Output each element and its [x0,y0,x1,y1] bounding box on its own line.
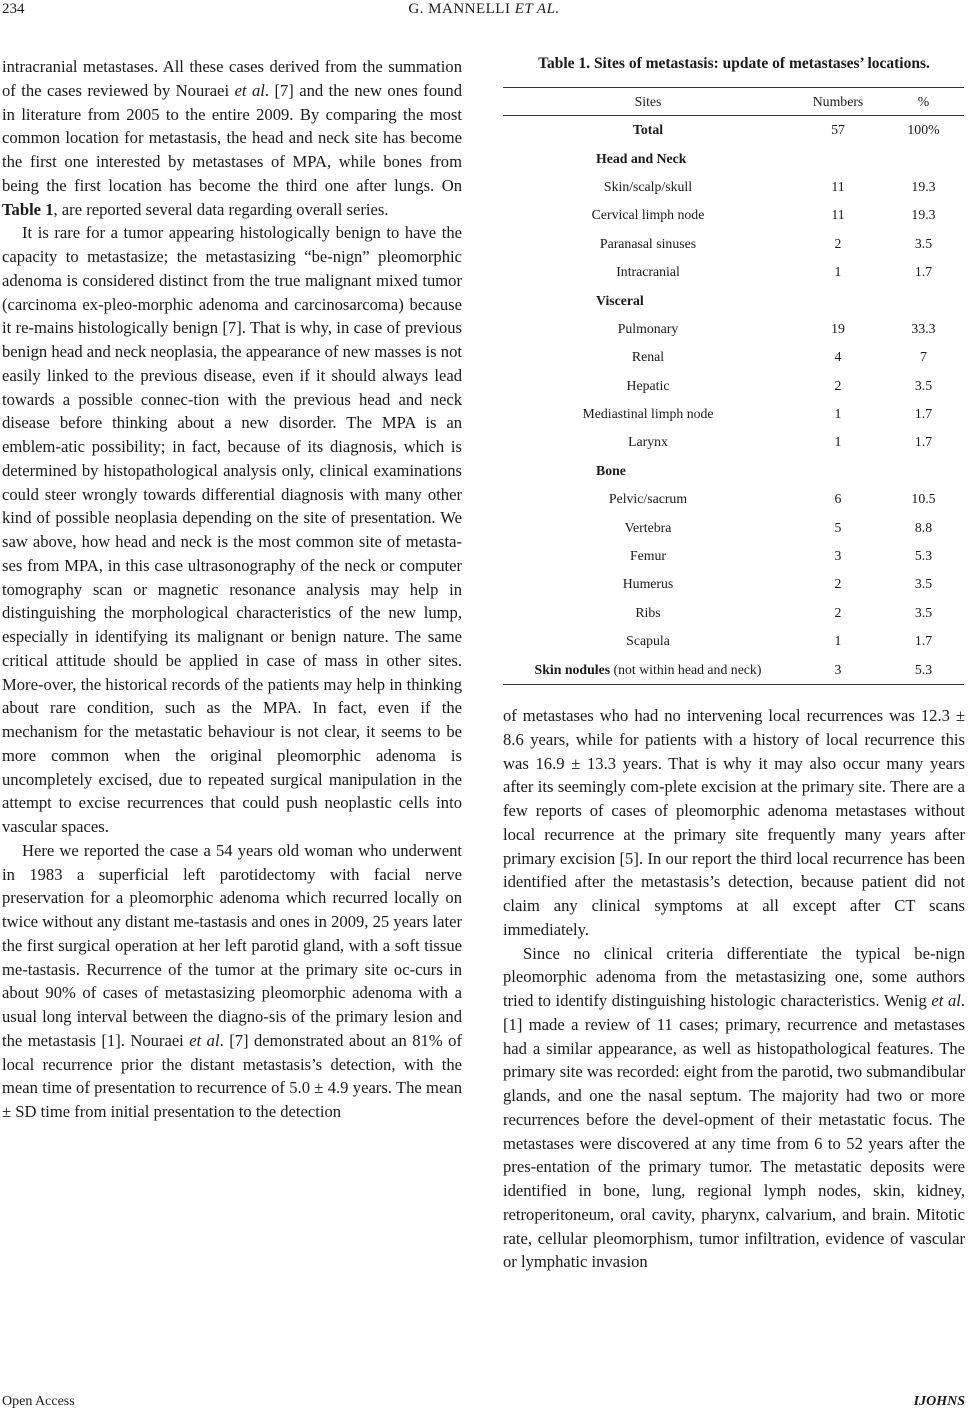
table-row [503,428,964,456]
percent-cell: 100% [907,122,940,138]
site-cell: Renal [631,349,665,365]
number-cell: 1 [834,434,842,450]
running-head [0,1,968,18]
table-row [503,513,964,541]
table-row [503,343,964,371]
footer-journal: IJOHNS [913,1394,965,1409]
text-run: . [1] made a review of 11 cases; primary, recurrence and metastases had a similar appearance, as well as histopathological features. The primary site was recorded: eight from the parotid, two submandibular glands, and one the nasal septum. The majority had two or more recurrences before the devel-opment of their metastatic focus. The metastases were discovered at any time from 6 to 52 years after the pres-entation of the primary tumor. The metastatic deposits were identified in bone, lung, regional lymph nodes, skin, kidney, retroperitoneum, oral cavity, pharynx, calvarium, and brain. Mitotic rate, cellular pleomorphism, tumor infiltration, evidence of vascular or lymphatic invasion [503,991,966,1272]
percent-cell: 5.3 [883,655,964,684]
site-cell: Ribs [635,604,661,620]
number-cell: 6 [834,491,842,507]
table-row [503,173,964,201]
right-paragraph-1: of metastases who had no intervening local recurrences was 12.3 ± 8.6 years, while for patients with a history of local recurrence this was 16.9 ± 13.3 years. That is why it may also occur many years after its seemingly com-plete excision at the primary site. There are a few reports of cases of pleomorphic adenoma metastases without local recurrence at the primary site frequently many years after primary excision [5]. In our report the third local recurrence has been identified after the metastasis’s detection, because patient did not claim any clinical symptoms at all except after CT scans immediately. [503,706,965,939]
table-reference: Table 1 [2,199,54,219]
category-cell: Head and Neck [596,150,687,166]
site-cell: Mediastinal limph node [582,406,714,422]
site-cell: Scapula [626,633,670,649]
text-run: Since no clinical criteria differentiate the typical be-nign pleomorphic adenoma from the metastasizing one, some authors tried to identify distinguishing histologic characteristics. Wenig [503,943,965,1010]
site-cell: Intracranial [616,264,680,280]
percent-cell: 1.7 [914,633,933,649]
site-cell: Larynx [628,434,668,450]
percent-cell: 1.7 [914,406,933,422]
sites-table [503,87,964,685]
percent-cell: 3.5 [914,604,933,620]
percent-cell: 5.3 [914,548,933,564]
table-row [503,400,964,428]
number-cell: 57 [831,122,845,138]
site-cell: Femur [629,548,667,564]
table-row [503,485,964,513]
number-cell: 5 [834,519,842,535]
number-cell: 11 [831,207,845,223]
percent-cell: 7 [920,349,927,365]
header-sites: Sites [503,88,793,116]
table-row [503,258,964,286]
number-cell: 2 [834,604,842,620]
number-cell: 2 [834,576,842,592]
table-row [503,230,964,258]
et-al-italic: et al [931,991,961,1010]
table-row [503,542,964,570]
number-cell: 2 [834,235,842,251]
number-cell: 19 [831,320,845,336]
number-cell [793,457,883,485]
header-numbers: Numbers [793,88,883,116]
number-cell: 11 [831,178,845,194]
et-al-italic: et al [189,1030,220,1050]
table-row [503,286,964,314]
table-row [503,116,964,145]
number-cell [793,144,883,172]
table-row [503,457,964,485]
number-cell: 3 [834,548,842,564]
text-run: intracranial metastases. All these cases derived from the summation of the cases reviewed by Nouraei [2,57,462,100]
site-cell: Pulmonary [617,320,679,336]
percent-cell: 3.5 [914,235,933,251]
site-cell-note: (not within head and neck) [610,661,762,677]
table-caption: Table 1. Sites of metastasis: update of metastases’ locations. [538,55,930,72]
number-cell: 2 [834,377,842,393]
table-row [503,201,964,229]
table-row [503,372,964,400]
table-row [503,144,964,172]
site-cell: Vertebra [624,519,672,535]
percent-cell: 1.7 [914,264,933,280]
text-run: Here we reported the case a 54 years old woman who underwent in 1983 a superficial left parotidectomy with facial nerve preservation for a pleomorphic adenoma which recurred locally on twice without any distant me-tastasis and ones in 2009, 25 years later the first surgical operation at her left parotid gland, with a soft tissue me-tastasis. Recurrence of the tumor at the primary site oc-curs in about 90% of cases of metastasizing pleomorphic adenoma with a usual long interval between the diagno-sis of the primary lesion and the metastasis [1]. Nouraei [2,840,462,1050]
site-cell: Skin/scalp/skull [603,178,693,194]
category-cell: Bone [596,462,626,478]
table-row [503,315,964,343]
percent-cell [883,286,964,314]
site-cell: Pelvic/sacrum [608,491,688,507]
percent-cell: 19.3 [911,207,936,223]
number-cell: 1 [834,406,842,422]
running-head-author: G. MANNELLI [408,1,511,17]
percent-cell [883,144,964,172]
table-row [503,655,964,684]
text-run: . [7] demonstrated about an 81% of local recurrence prior the distant metastasis’s detection, with the mean time of presentation to recurrence of 5.0 ± 4.9 years. The mean ± SD time from initial presentation to the detection [2,1030,462,1121]
number-cell [793,286,883,314]
header-percent: % [883,88,964,116]
site-cell: Hepatic [626,377,670,393]
site-cell [503,655,793,684]
site-cell: Cervical limph node [591,207,705,223]
percent-cell: 8.8 [914,519,933,535]
percent-cell: 3.5 [914,576,933,592]
site-cell: Humerus [622,576,674,592]
right-paragraph-2 [503,942,965,1275]
category-cell: Visceral [596,292,644,308]
site-cell: Paranasal sinuses [599,235,697,251]
number-cell: 3 [793,655,883,684]
left-paragraph-3 [2,839,462,1124]
number-cell: 1 [834,264,842,280]
text-run: , are reported several data regarding overall series. [53,199,389,219]
right-column [503,704,965,1274]
percent-cell: 10.5 [911,491,936,507]
table-row [503,627,964,655]
running-head-et-al: ET AL. [514,1,560,17]
site-cell: Total [632,122,664,138]
number-cell: 1 [834,633,842,649]
left-paragraph-1 [2,55,462,221]
percent-cell: 1.7 [914,434,933,450]
percent-cell [883,457,964,485]
percent-cell: 19.3 [911,178,936,194]
site-cell-bold: Skin nodules [534,661,611,677]
number-cell: 4 [834,349,842,365]
table-row [503,570,964,598]
percent-cell: 3.5 [914,377,933,393]
left-paragraph-2: It is rare for a tumor appearing histologically benign to have the capacity to metastasize; the metastasizing “be-nign” pleomorphic adenoma is considered distinct from the true malignant mixed tumor (carcinoma ex-pleo-morphic adenoma and carcinosarcoma) because it re-mains histologically benign [7]. That is why, in case of previous benign head and neck neoplasia, the appearance of new masses is not easily linked to the previous disease, even if it should always lead towards a possible connec-tion with the previous head and neck disease before thinking about a new disorder. The MPA is an emblem-atic possibility; in fact, because of its diagnosis, which is determined by histopathological analysis only, clinical examinations could steer wrongly towards differential diagnosis with many other kind of possible neoplasia depending on the site of presentation. We saw above, how head and neck is the most common site of metasta-ses from MPA, in this case ultrasonography of the neck or computer tomography scan or magnetic resonance analysis may help in distinguishing the morphological characteristics of the new lump, especially in identifying its malignant or benign nature. The same critical attitude should be applied in case of mass in other sites. More-over, the historical records of the patients may help in thinking about rare condition, such as the MPA. In fact, even if the mechanism for the metastatic behaviour is not clear, it seems to be more common when the original pleomorphic adenoma is uncompletely excised, due to repeated surgical manipulation in the attempt to excise recurrences that could push neoplastic cells into vascular spaces. [2,223,462,836]
footer-open-access: Open Access [2,1394,75,1409]
page-number: 234 [2,1,25,17]
table-header-row [503,88,964,116]
left-column [2,55,462,1124]
et-al-italic: et al [234,80,265,100]
text-run: . [7] and the new ones found in literature from 2005 to the entire 2009. By comparing the most common location for metastasis, the head and neck site has become the first one interested by metastases of MPA, while bones from being the first location has become the third one after lungs. On [2,80,463,195]
percent-cell: 33.3 [911,320,936,336]
table-row [503,599,964,627]
